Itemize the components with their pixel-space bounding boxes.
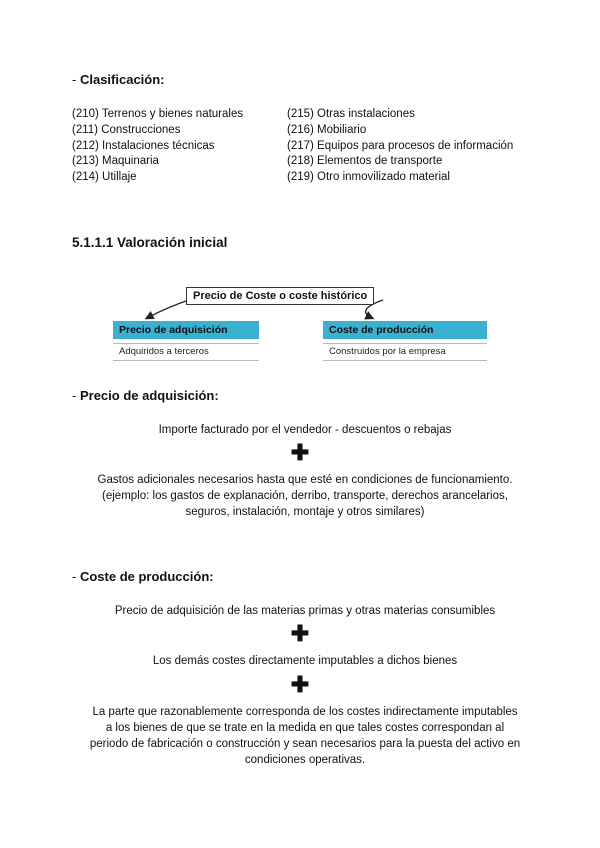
heading-dash: - [72,388,77,403]
coste-line-2: Los demás costes directamente imputables a dichos bienes [152,655,458,667]
precio-line-4: seguros, instalación, montaje y otros similares) [185,506,425,518]
heading-text: Clasificación: [79,72,165,87]
plus-icon: ✚ [290,672,310,697]
coste-line-5: periodo de fabricación o construcción y sean necesarios para la puesta del activo en [89,738,521,750]
precio-adquisicion-heading [72,388,219,403]
list-item: (215) Otras instalaciones [287,108,415,120]
precio-line-1: Importe facturado por el vendedor - descuentos o rebajas [158,424,452,436]
heading-text: Precio de adquisición: [79,388,219,403]
precio-line-2: Gastos adicionales necesarios hasta que esté en condiciones de funcionamiento. [97,474,513,486]
coste-line-4: a los bienes de que se trate en la medida en que tales costes correspondan al [105,722,505,734]
heading-dash: - [72,72,77,87]
coste-produccion-heading [72,569,214,584]
heading-text: Coste de producción: [79,569,214,584]
list-item: (211) Construcciones [72,123,181,136]
list-item: (210) Terrenos y bienes naturales [72,108,244,120]
diagram-left-branch [113,321,259,361]
diagram-left-sub: Adquiridos a terceros [113,343,259,361]
heading-dash: - [72,569,77,584]
precio-line-3: (ejemplo: los gastos de explanación, derribo, transporte, derechos arancelarios, [102,490,508,502]
diagram-right-title: Coste de producción [323,321,487,339]
section-title-valoracion: 5.1.1.1 Valoración inicial [72,235,228,250]
list-item: (214) Utillaje [72,171,137,184]
diagram-right-branch [323,321,487,361]
diagram-left-title: Precio de adquisición [113,321,259,339]
diagram-right-sub: Construidos por la empresa [323,343,487,361]
coste-line-6: condiciones operativas. [244,754,366,766]
diagram-root-box: Precio de Coste o coste histórico [186,287,374,305]
coste-line-1: Precio de adquisición de las materias primas y otras materias consumibles [114,605,496,617]
list-item: (212) Instalaciones técnicas [72,139,215,152]
list-item: (216) Mobiliario [287,123,367,136]
plus-icon: ✚ [290,440,310,465]
list-item: (217) Equipos para procesos de información [287,139,514,152]
list-item: (213) Maquinaria [72,155,159,168]
plus-icon: ✚ [290,621,310,646]
list-item: (219) Otro inmovilizado material [287,171,450,184]
list-item: (218) Elementos de transporte [287,155,443,168]
coste-line-3: La parte que razonablemente corresponda de los costes indirectamente imputables [92,706,518,718]
arrow-left-connector [147,300,189,318]
